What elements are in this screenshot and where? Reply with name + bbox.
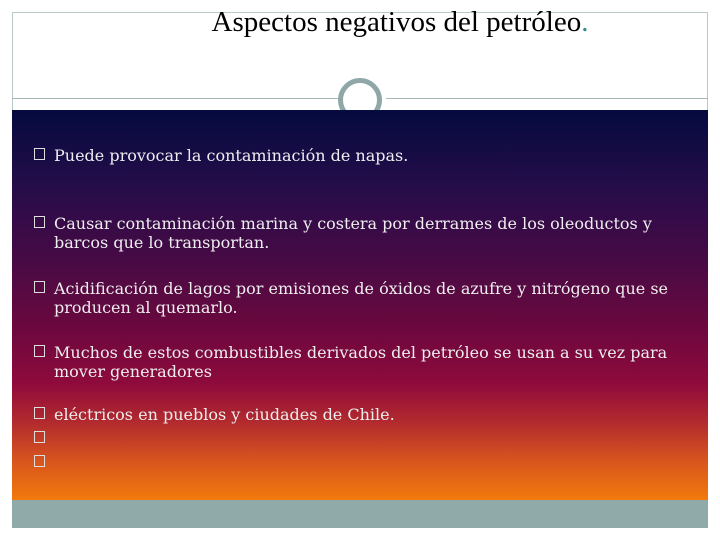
content-panel xyxy=(12,110,708,500)
bullet-icon xyxy=(34,216,45,228)
bottom-bar xyxy=(12,500,708,528)
divider-line-right xyxy=(386,98,708,99)
bullet-text: eléctricos en pueblos y ciudades de Chile. xyxy=(54,405,395,424)
bullet-icon xyxy=(34,431,45,443)
bullet-text: Puede provocar la contaminación de napas. xyxy=(54,146,409,165)
bullet-icon xyxy=(34,407,45,419)
bullet-item xyxy=(34,146,700,165)
bullet-icon xyxy=(34,281,45,293)
bullet-item xyxy=(34,405,700,424)
bullet-text: Causar contaminación marina y costera por derrames de los oleoductos y barcos que lo transportan. xyxy=(54,214,652,252)
slide-title-dot: . xyxy=(581,6,589,38)
bullet-item xyxy=(34,343,700,381)
bullet-item xyxy=(34,279,700,317)
slide-title-text: Aspectos negativos del petróleo xyxy=(211,6,582,38)
bullet-icon xyxy=(34,455,45,467)
bullet-icon xyxy=(34,345,45,357)
bullet-icon xyxy=(34,148,45,160)
bullet-item xyxy=(34,214,700,252)
bullet-text: Muchos de estos combustibles derivados del petróleo se usan a su vez para mover generadores xyxy=(54,343,668,381)
divider-line-left xyxy=(12,98,340,99)
bullet-text: Acidificación de lagos por emisiones de óxidos de azufre y nitrógeno que se producen al quemarlo. xyxy=(54,279,668,317)
slide-title xyxy=(0,6,720,39)
